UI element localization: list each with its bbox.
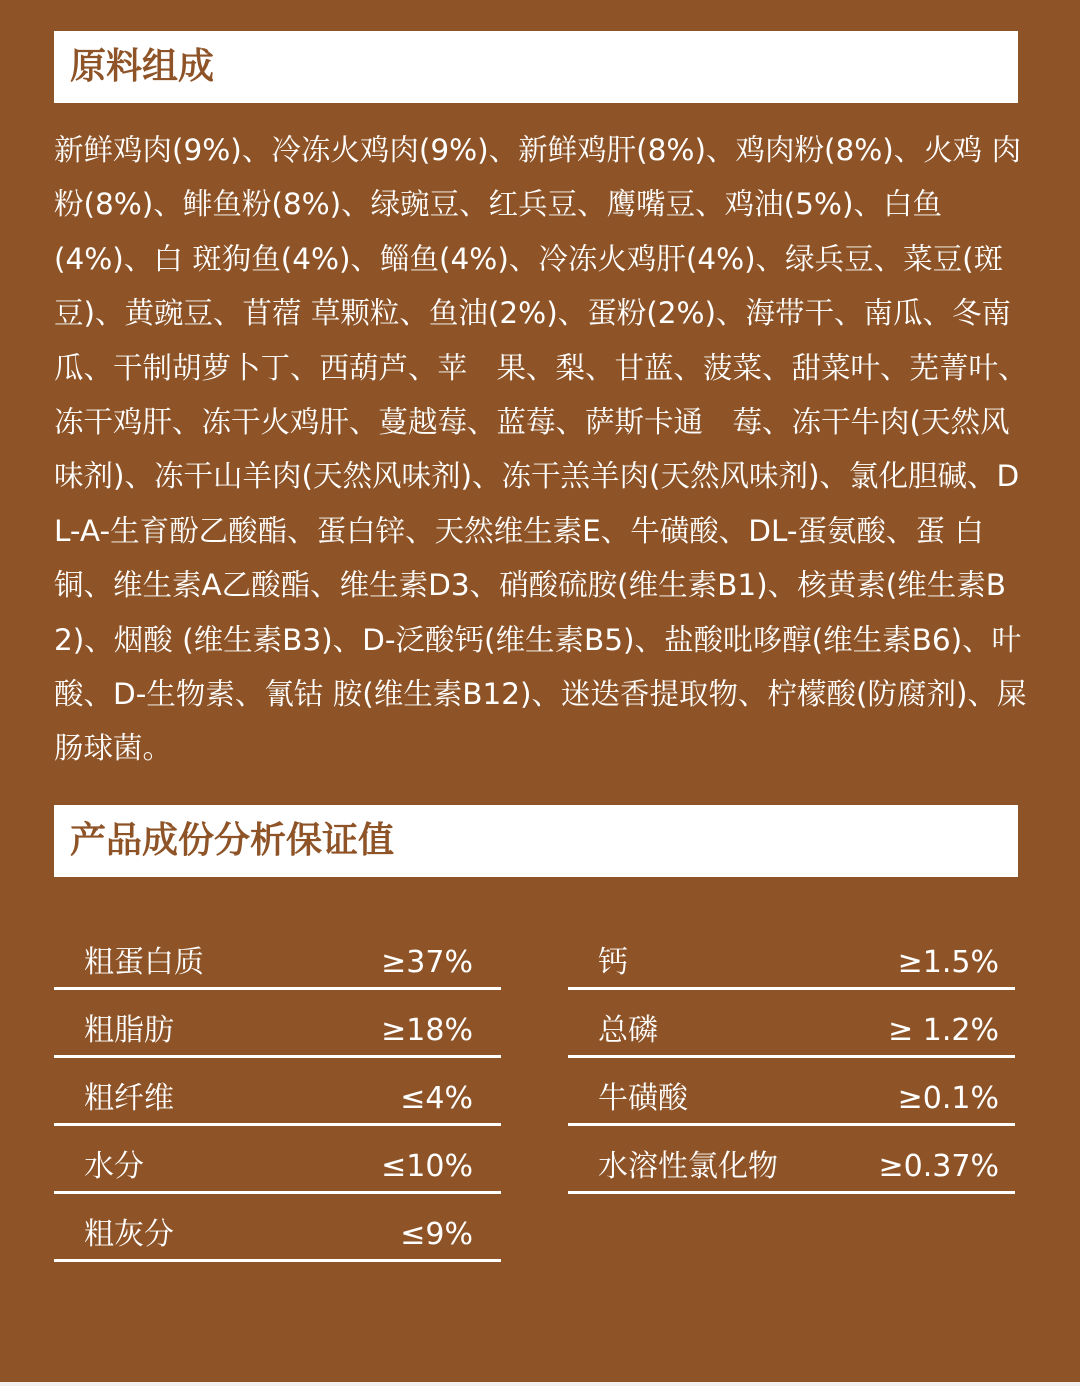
nutrient-value: ≤9%	[400, 1217, 473, 1252]
analysis-row	[54, 1194, 501, 1262]
analysis-header-bar	[54, 805, 1018, 877]
ingredients-text: 新鲜鸡肉(9%)、冷冻火鸡肉(9%)、新鲜鸡肝(8%)、鸡肉粉(8%)、火鸡 肉粉(8%)、鲱鱼粉(8%)、绿豌豆、红兵豆、鹰嘴豆、鸡油(5%)、白鱼(4%)、白 斑狗鱼(4%)、鲻鱼(4%)、冷冻火鸡肝(4%)、绿兵豆、菜豆(斑豆)、黄豌豆、苜蓿 草颗粒、鱼油(2%)、蛋粉(2%)、海带干、南瓜、冬南瓜、干制胡萝卜丁、西葫芦、苹 果、梨、甘蓝、菠菜、甜菜叶、芜菁叶、冻干鸡肝、冻干火鸡肝、蔓越莓、蓝莓、萨斯卡通 莓、冻干牛肉(天然风味剂)、冻干山羊肉(天然风味剂)、冻干羔羊肉(天然风味剂)、氯化胆碱、DL-A-生育酚乙酸酯、蛋白锌、天然维生素E、牛磺酸、DL-蛋氨酸、蛋 白铜、维生素A乙酸酯、维生素D3、硝酸硫胺(维生素B1)、核黄素(维生素B2)、烟酸 (维生素B3)、D-泛酸钙(维生素B5)、盐酸吡哆醇(维生素B6)、叶酸、D-生物素、氰钴 胺(维生素B12)、迷迭香提取物、柠檬酸(防腐剂)、屎肠球菌。	[54, 133, 1028, 766]
analysis-row	[54, 1058, 501, 1126]
analysis-row	[54, 1126, 501, 1194]
bottom-divider	[0, 1382, 1080, 1386]
nutrient-label: 粗灰分	[84, 1217, 174, 1252]
nutrient-value: ≤10%	[381, 1149, 473, 1184]
nutrient-label: 水溶性氯化物	[598, 1149, 778, 1184]
nutrient-value: ≥ 1.2%	[888, 1013, 999, 1048]
analysis-row	[54, 990, 501, 1058]
analysis-title: 产品成份分析保证值	[70, 820, 395, 861]
nutrient-label: 牛磺酸	[598, 1081, 688, 1116]
analysis-row	[568, 922, 1015, 990]
nutrient-label: 粗脂肪	[84, 1013, 174, 1048]
nutrient-value: ≥0.1%	[897, 1081, 999, 1116]
nutrient-label: 钙	[598, 945, 628, 980]
analysis-row	[568, 1058, 1015, 1126]
analysis-row	[568, 1126, 1015, 1194]
nutrient-value: ≥37%	[381, 945, 473, 980]
nutrient-label: 总磷	[598, 1013, 658, 1048]
nutrient-value: ≥18%	[381, 1013, 473, 1048]
nutrient-label: 粗纤维	[84, 1081, 174, 1116]
analysis-right-column	[568, 922, 1015, 1194]
ingredients-title: 原料组成	[70, 46, 215, 87]
nutrient-value: ≤4%	[400, 1081, 473, 1116]
analysis-row	[568, 990, 1015, 1058]
nutrient-value: ≥1.5%	[897, 945, 999, 980]
ingredients-header-bar	[54, 31, 1018, 103]
analysis-left-column	[54, 922, 501, 1262]
nutrient-label: 水分	[84, 1149, 144, 1184]
analysis-row	[54, 922, 501, 990]
nutrient-label: 粗蛋白质	[84, 945, 204, 980]
nutrient-value: ≥0.37%	[878, 1149, 999, 1184]
